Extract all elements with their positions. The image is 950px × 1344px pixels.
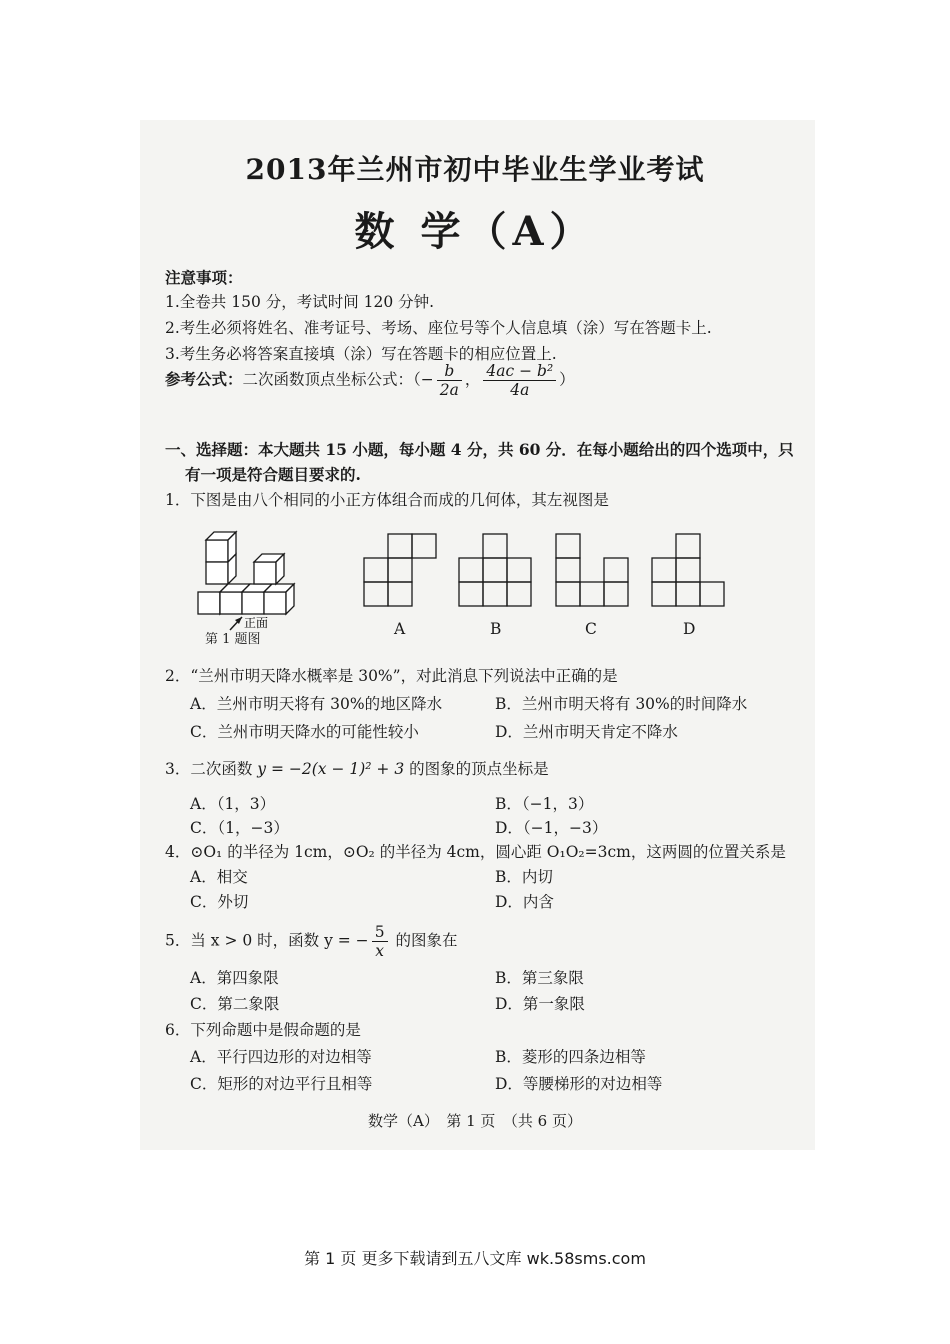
q6-option-c: C．矩形的对边平行且相等 [190, 1075, 373, 1093]
formula-line [165, 362, 575, 399]
q1-option-d-figure [648, 532, 733, 610]
q3-stem-pre: 3．二次函数 [165, 760, 258, 778]
q5-stem-pre: 5．当 x > 0 时，函数 y = − [165, 931, 369, 950]
q3-option-c: C．（1，−3） [190, 819, 289, 837]
q1-stem: 1．下图是由八个相同的小正方体组合而成的几何体，其左视图是 [165, 491, 609, 509]
note-1: 1.全卷共 150 分，考试时间 120 分钟. [165, 293, 435, 311]
formula-sep: ， [464, 370, 481, 389]
q2-option-c: C．兰州市明天降水的可能性较小 [190, 723, 419, 741]
q3-option-a: A．（1，3） [190, 795, 276, 813]
q5-stem-post: 的图象在 [390, 931, 458, 950]
q5-option-a: A．第四象限 [190, 969, 279, 987]
q2-option-d: D．兰州市明天肯定不降水 [495, 723, 678, 741]
q1-option-a-figure [360, 532, 440, 610]
q3-formula: y = −2(x − 1)² + 3 [257, 760, 405, 778]
q6-option-a: A．平行四边形的对边相等 [190, 1048, 372, 1066]
q1-option-c: C [585, 620, 597, 638]
q1-figure-caption: 第 1 题图 [205, 632, 261, 647]
q5-frac [372, 923, 388, 960]
q5-stem [165, 923, 458, 960]
formula-frac-2 [483, 362, 556, 399]
q3-option-d: D．（−1，−3） [495, 819, 608, 837]
q5-frac-num: 5 [372, 923, 388, 942]
formula-close: ） [559, 370, 575, 389]
q2-option-a: A．兰州市明天将有 30%的地区降水 [190, 695, 443, 713]
q4-option-a: A．相交 [190, 868, 248, 886]
q5-option-b: B．第三象限 [495, 969, 584, 987]
q4-option-b: B．内切 [495, 868, 553, 886]
q5-option-d: D．第一象限 [495, 995, 585, 1013]
formula-frac1-den: 2a [439, 381, 459, 399]
notes-heading: 注意事项： [165, 268, 243, 287]
q6-stem: 6．下列命题中是假命题的是 [165, 1021, 361, 1039]
formula-frac1-num: b [437, 362, 462, 381]
exam-title: 2013年兰州市初中毕业生学业考试 [245, 153, 705, 186]
q5-option-c: C．第二象限 [190, 995, 280, 1013]
note-2: 2.考生必须将姓名、准考证号、考场、座位号等个人信息填（涂）写在答题卡上. [165, 319, 712, 337]
q1-option-d: D [683, 620, 696, 638]
q2-option-b: B．兰州市明天将有 30%的时间降水 [495, 695, 748, 713]
q1-option-b-figure [455, 532, 540, 610]
q1-option-b: B [490, 620, 502, 638]
q1-option-c-figure [552, 532, 637, 610]
q3-stem [165, 757, 549, 779]
q4-option-c: C．外切 [190, 893, 249, 911]
watermark-footer: 第 1 页 更多下载请到五八文库 wk.58sms.com [304, 1249, 646, 1268]
q6-option-b: B．菱形的四条边相等 [495, 1048, 646, 1066]
section1-line1: 一、选择题：本大题共 15 小题，每小题 4 分，共 60 分．在每小题给出的四个选项中，只 [165, 440, 794, 459]
front-label: 正面 [244, 616, 269, 630]
section1-line2: 有一项是符合题目要求的. [185, 465, 361, 484]
page-footer: 数学（A） 第 1 页 （共 6 页） [368, 1112, 582, 1130]
formula-frac2-den: 4a [510, 381, 530, 399]
formula-frac-1 [437, 362, 462, 399]
q1-option-a: A [394, 620, 406, 638]
q3-stem-post: 的图象的顶点坐标是 [404, 760, 549, 778]
exam-subtitle: 数 学（A） [354, 208, 596, 255]
formula-text: 二次函数顶点坐标公式：（− [242, 370, 434, 389]
q4-option-d: D．内含 [495, 893, 554, 911]
note-3: 3.考生务必将答案直接填（涂）写在答题卡的相应位置上. [165, 345, 557, 363]
formula-label: 参考公式： [165, 369, 243, 389]
q2-stem: 2．“兰州市明天降水概率是 30%”，对此消息下列说法中正确的是 [165, 667, 618, 685]
formula-frac2-num: 4ac − b² [483, 362, 556, 381]
q3-option-b: B．（−1，3） [495, 795, 594, 813]
q4-stem: 4．⊙O₁ 的半径为 1cm，⊙O₂ 的半径为 4cm，圆心距 O₁O₂=3cm，这两圆的位置关系是 [165, 843, 786, 861]
q6-option-d: D．等腰梯形的对边相等 [495, 1075, 663, 1093]
q1-solid-figure [188, 520, 318, 645]
q5-frac-den: x [375, 942, 384, 960]
